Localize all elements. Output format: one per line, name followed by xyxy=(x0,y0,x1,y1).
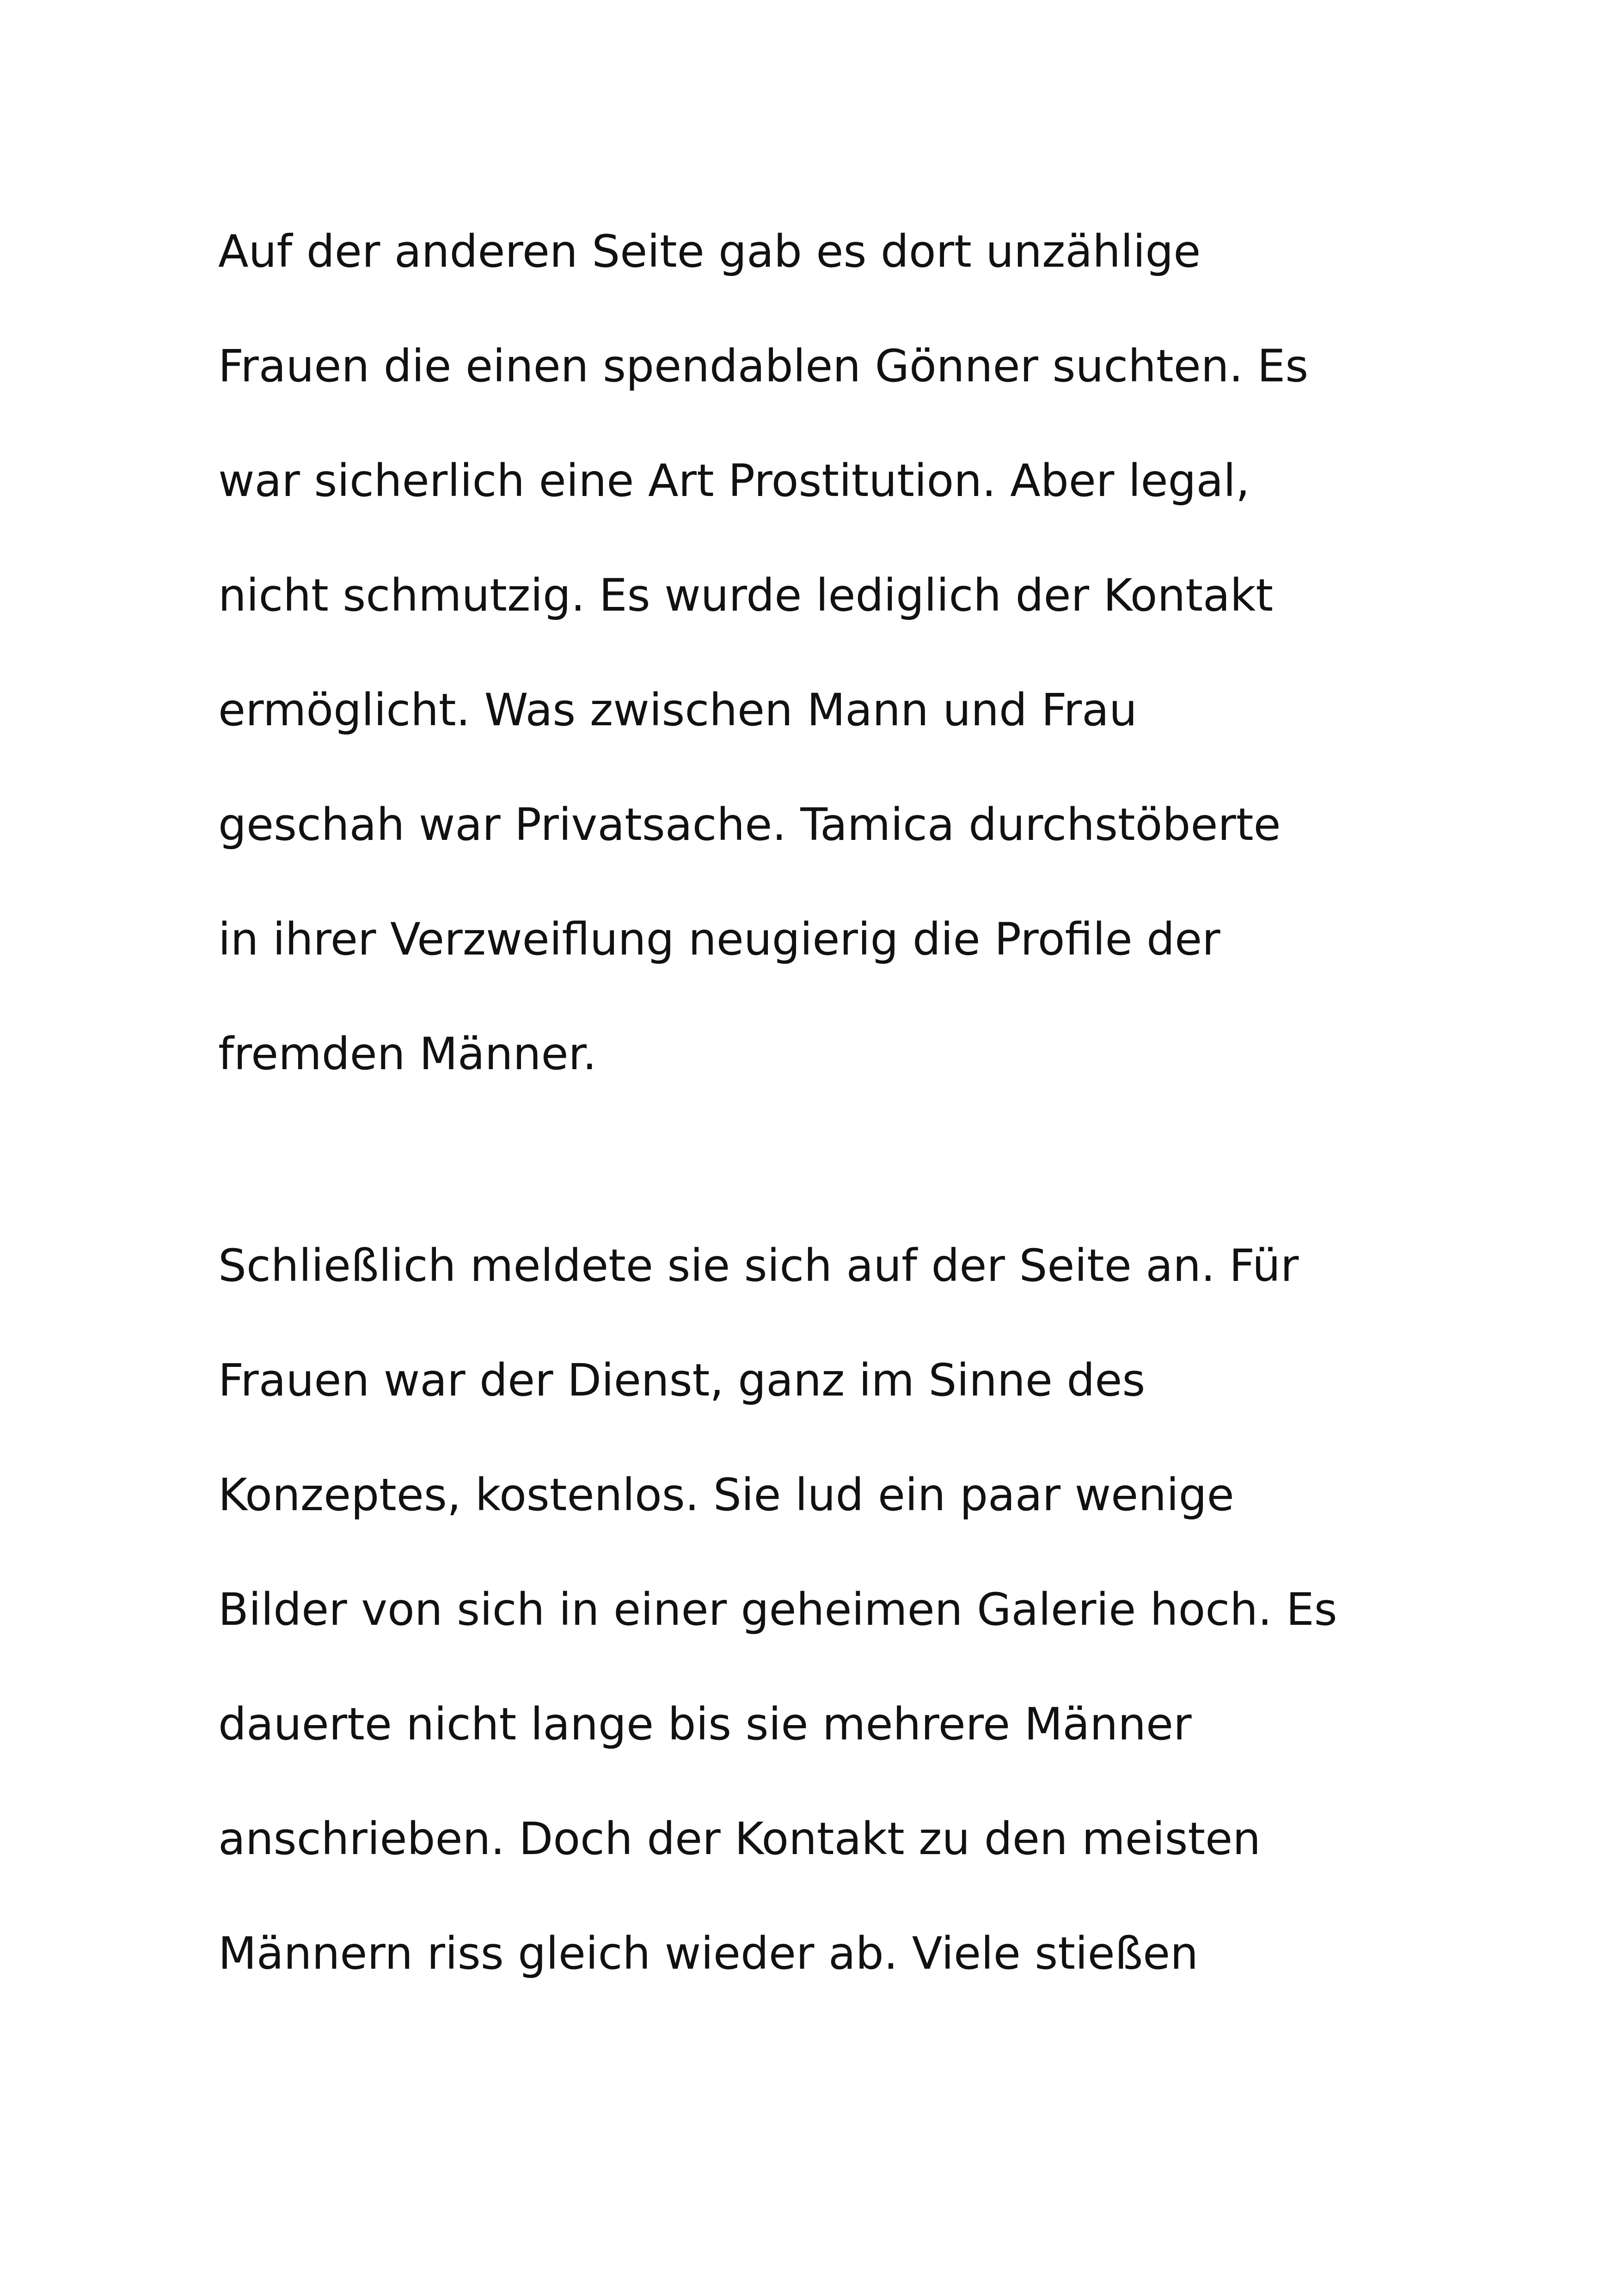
paragraph-line: ermöglicht. Was zwischen Mann und Frau xyxy=(218,684,1137,736)
paragraph-line: Männern riss gleich wieder ab. Viele stießen xyxy=(218,1928,1199,1979)
paragraph-line: Frauen war der Dienst, ganz im Sinne des xyxy=(218,1354,1146,1406)
paragraph-line: war sicherlich eine Art Prostitution. Aber legal, xyxy=(218,455,1250,507)
paragraph-line: fremden Männer. xyxy=(218,1028,597,1080)
paragraph-line: anschrieben. Doch der Kontakt zu den meisten xyxy=(218,1813,1261,1865)
paragraph-line: Bilder von sich in einer geheimen Galerie hoch. Es xyxy=(218,1584,1337,1635)
paragraph-1 xyxy=(218,226,1466,1143)
paragraph-line: geschah war Privatsache. Tamica durchstöberte xyxy=(218,799,1281,851)
paragraph-line: Auf der anderen Seite gab es dort unzählige xyxy=(218,226,1201,277)
paragraph-line: in ihrer Verzweiflung neugierig die Profile der xyxy=(218,913,1220,965)
paragraph-2 xyxy=(218,1240,1466,2042)
paragraph-line: Schließlich meldete sie sich auf der Seite an. Für xyxy=(218,1240,1299,1292)
paragraph-line: dauerte nicht lange bis sie mehrere Männer xyxy=(218,1698,1192,1750)
paragraph-line: nicht schmutzig. Es wurde lediglich der Kontakt xyxy=(218,569,1274,621)
paragraph-line: Konzeptes, kostenlos. Sie lud ein paar wenige xyxy=(218,1469,1234,1521)
paragraph-line: Frauen die einen spendablen Gönner suchten. Es xyxy=(218,340,1309,392)
